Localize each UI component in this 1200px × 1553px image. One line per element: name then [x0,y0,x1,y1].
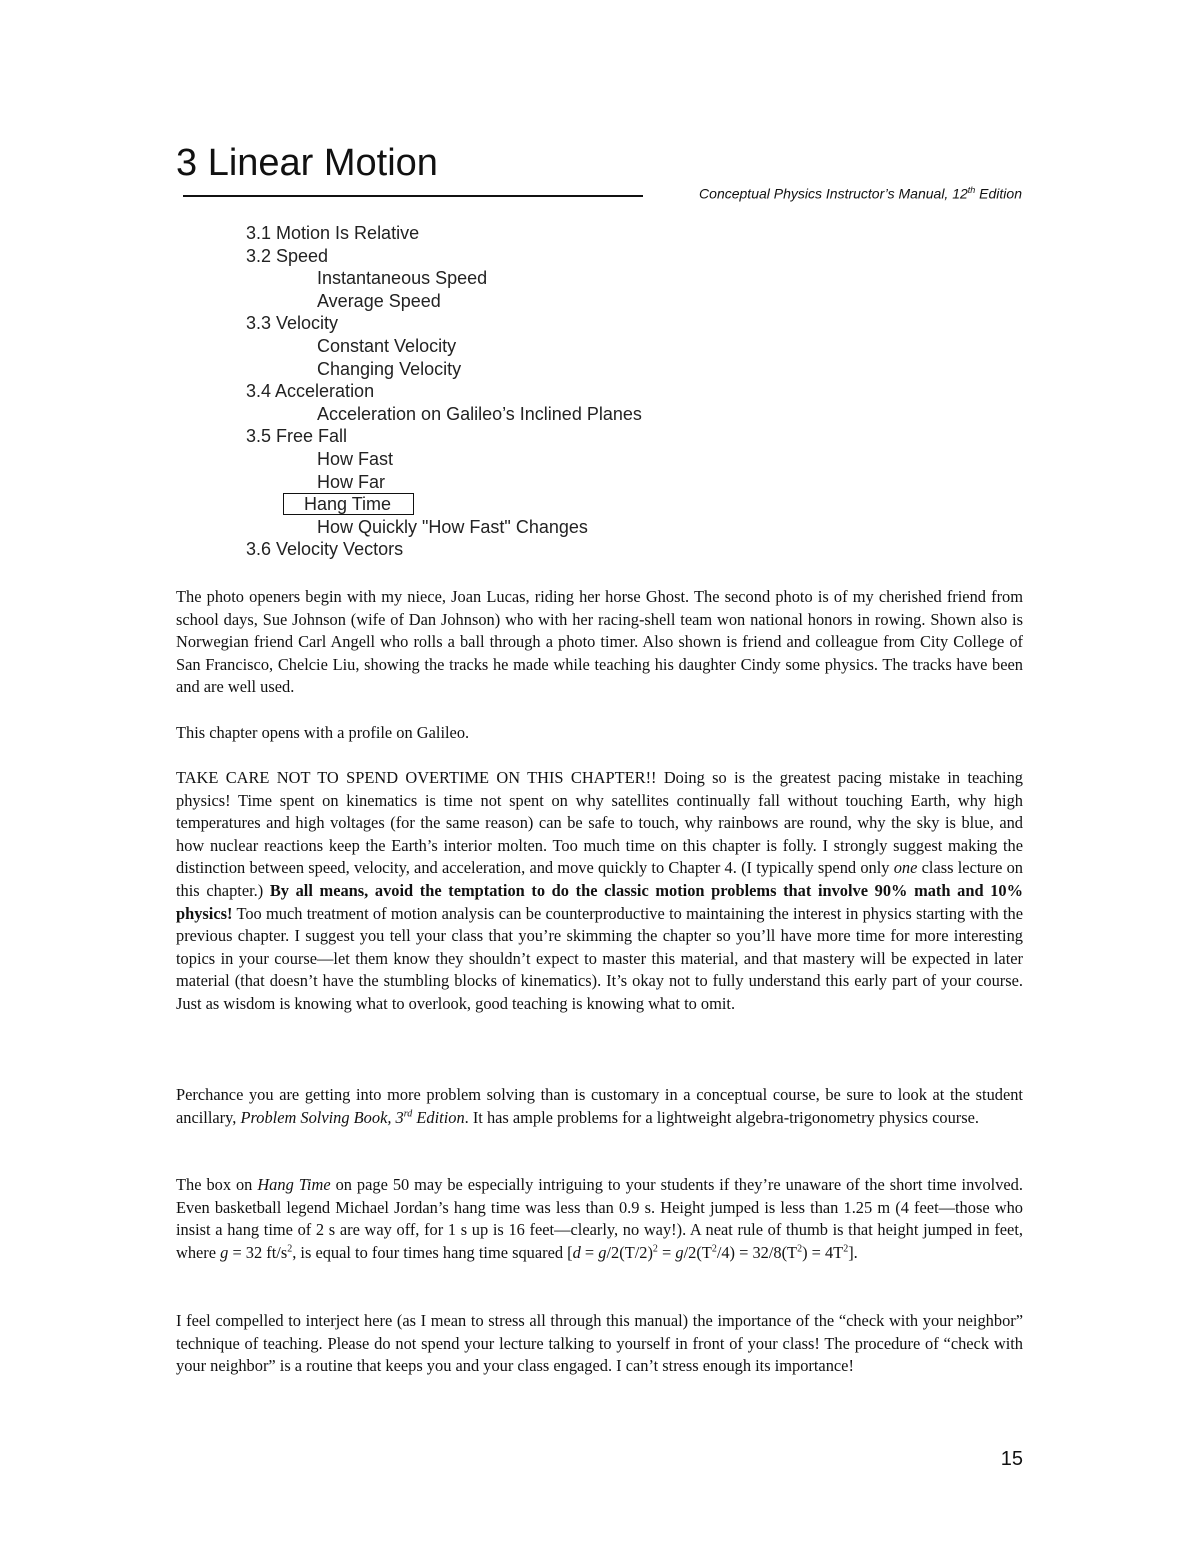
paragraph-text: Perchance you are getting into more problem solving than is customary in a conceptual course, be sure to look at the student ancillary, [176,1085,1023,1127]
toc-item: 3.5 Free Fall [246,426,348,447]
paragraph-text: . It has ample problems for a lightweight algebra-trigonometry physics course. [464,1107,979,1127]
book-title-sup: rd [403,1108,413,1120]
paragraph-text: = [657,1242,676,1262]
toc-subitem-boxed [246,493,642,516]
paragraph-hang-time [176,1174,1023,1264]
superscript: 2 [843,1243,849,1255]
paragraph-text: The box on [176,1175,258,1194]
bold-text: By all means, avoid the temptation to do the classic motion problems that involve 90% math and 10% physics! [176,880,1023,923]
paragraph-text: ]. [848,1242,858,1262]
emphasis-text: Hang Time [257,1175,331,1194]
toc-subitem: How Quickly "How Fast" Changes [317,516,588,537]
paragraph-text: /4) = 32/8(T [716,1242,798,1262]
paragraph-problem-solving [176,1084,1023,1129]
toc-subitem: Average Speed [317,290,441,311]
paragraph-galileo: This chapter opens with a profile on Galileo. [176,723,470,742]
paragraph-text: = 32 ft/s [228,1242,288,1262]
table-of-contents [246,222,642,561]
toc-subitem: Changing Velocity [317,358,462,379]
toc-boxed-label: Hang Time [283,493,414,515]
chapter-title: 3 Linear Motion [176,142,438,184]
paragraph-text: /2(T/2) [606,1242,653,1262]
page-number: 15 [1000,1448,1023,1470]
toc-item: 3.2 Speed [246,245,329,266]
book-title [240,1108,464,1127]
toc-subitem: How Fast [317,448,394,469]
paragraph-text: TAKE CARE NOT TO SPEND OVERTIME ON THIS CHAPTER!! Doing so is the greatest pacing mistake in teaching physics! Time spent on kinematics is time not spent on why satellites continually fall without touching Earth, why high temperatures and high voltages (for the same reason) can be safe to touch, why rainbows are round, why the sky is blue, and how nuclear reactions keep the Earth’s interior molten. Too much time on this chapter is folly. I strongly suggest making the distinction between speed, velocity, and acceleration, and move quickly to Chapter 4. (I typically spend only [176,768,1023,878]
variable-d: d [572,1242,581,1262]
running-head-sup: th [967,185,976,195]
superscript: 2 [711,1243,717,1255]
paragraph-text: on page 50 may be especially intriguing to your students if they’re unaware of the short time involved. Even basketball legend Michael Jordan’s hang time was less than 0.9 s. Height jumped is less than 1.25 m (4 feet—those who insist a hang time of 2 s are way off, for 1 s up is 16 feet—clearly, no way!). A neat rule of thumb is that height jumped in feet, where [176,1175,1023,1262]
paragraph-text: Too much treatment of motion analysis can be counterproductive to maintaining the interest in physics starting with the previous chapter. I suggest you tell your class that you’re skimming the chapter so you’ll have more time for more interesting topics in your course—let them know they shouldn’t expect to master this material, and that mastery will be expected in later material (that doesn’t have the stumbling blocks of kinematics). It’s okay not to fully understand this early part of your course. Just as wisdom is knowing what to overlook, good teaching is knowing what to omit. [176,903,1023,1013]
toc-subitem: How Far [317,471,386,492]
paragraph-check-neighbor: I feel compelled to interject here (as I mean to stress all through this manual) the importance of the “check with your neighbor” technique of teaching. Please do not spend your lecture talking to yourself in front of your class! The procedure of “check with your neighbor” is a routine that keeps you and your class engaged. I can’t stress enough its importance! [176,1311,1023,1376]
emphasis-text: one [893,858,918,878]
toc-subitem: Constant Velocity [317,335,457,356]
toc-item: 3.1 Motion Is Relative [246,223,420,243]
book-title-text: Problem Solving Book, 3 [240,1107,404,1127]
toc-subitem: Instantaneous Speed [317,268,488,289]
variable-g: g [675,1242,684,1262]
title-rule [183,195,643,197]
variable-g: g [598,1242,607,1262]
toc-item: 3.4 Acceleration [246,381,375,402]
paragraph-text: class lecture on this chapter.) [176,858,1023,900]
variable-g: g [220,1242,229,1262]
superscript: 2 [797,1243,803,1255]
book-title-suffix: Edition [412,1107,465,1127]
paragraph-text: /2(T [683,1242,712,1262]
paragraph-overtime-warning [176,767,1023,1016]
paragraph-text: , is equal to four times hang time squared [ [292,1242,573,1262]
superscript: 2 [652,1243,658,1255]
toc-subitem: Acceleration on Galileo’s Inclined Planes [317,403,642,424]
toc-item: 3.3 Velocity [246,313,339,334]
paragraph-text: ) = 4T [802,1242,844,1262]
superscript: 2 [287,1243,293,1255]
paragraph-photo-openers: The photo openers begin with my niece, Joan Lucas, riding her horse Ghost. The second photo is of my cherished friend from school days, Sue Johnson (wife of Dan Johnson) who with her racing-shell team won national honors in rowing. Shown also is Norwegian friend Carl Angell who rolls a ball through a photo timer. Also shown is friend and colleague from City College of San Francisco, Chelcie Liu, showing the tracks he made while teaching his daughter Cindy some physics. The tracks have been and are well used. [176,587,1023,697]
paragraph-text: = [580,1242,599,1262]
running-head-suffix: Edition [975,185,1022,202]
running-head-text: Conceptual Physics Instructor’s Manual, 12 [699,185,968,202]
running-head [699,185,1022,202]
toc-item: 3.6 Velocity Vectors [246,539,404,560]
